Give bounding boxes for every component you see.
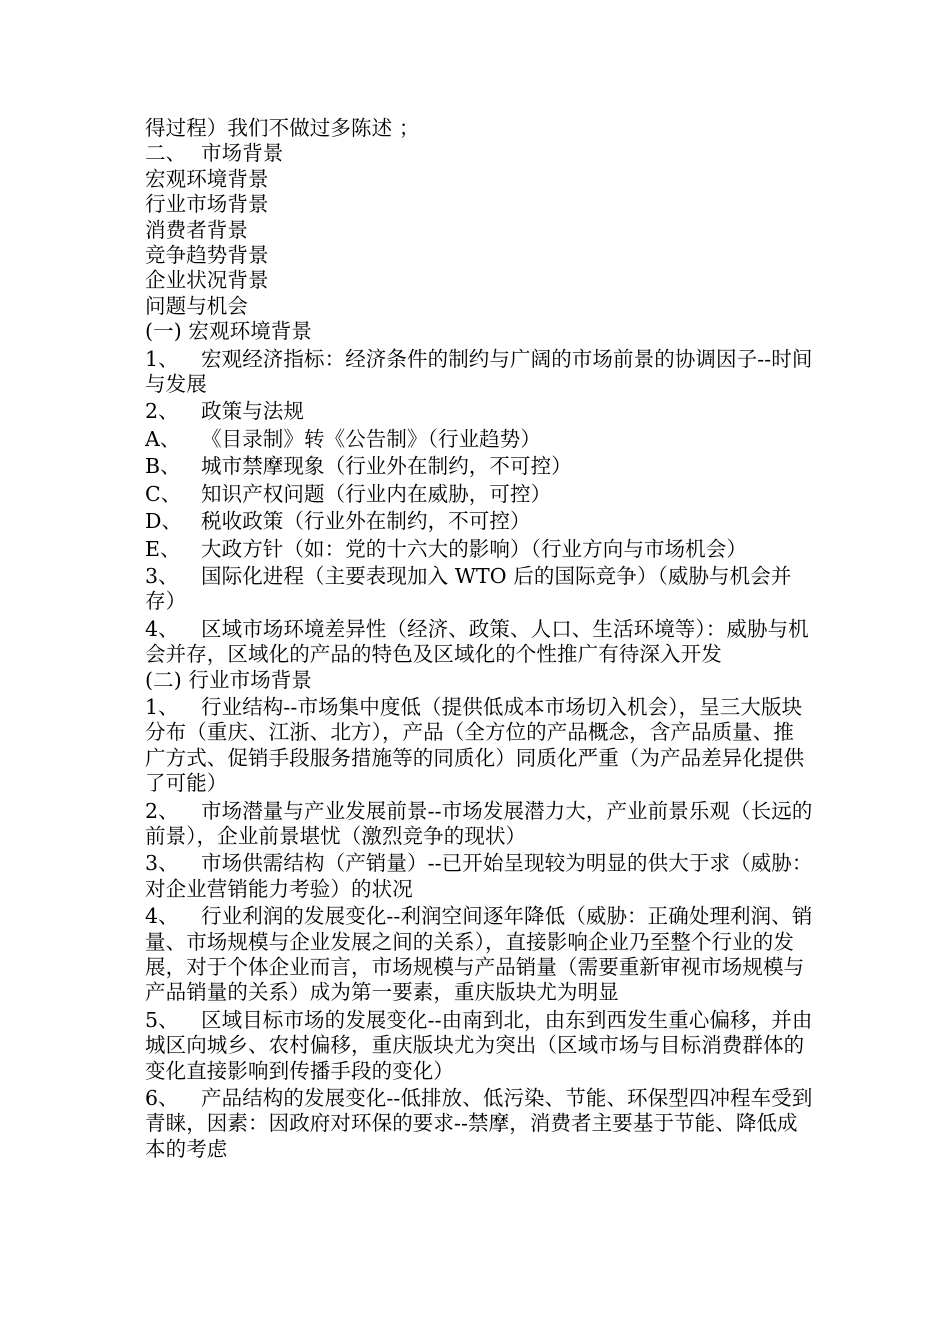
item-text: 《目录制》转《公告制》（行业趋势）: [201, 426, 541, 451]
item-number: 2、: [145, 399, 179, 424]
item-number: 3、: [145, 563, 179, 588]
item-number: B、: [145, 454, 181, 479]
list-item: [145, 347, 813, 398]
list-item: [145, 617, 813, 668]
list-item: [145, 851, 813, 902]
item-text: 市场潜量与产业发展前景--市场发展潜力大，产业前景乐观（长远的前景），企业前景堪忧（激烈竞争的现状）: [145, 798, 813, 848]
text: 行业市场背景: [145, 192, 269, 217]
list-item: [145, 799, 813, 850]
item-number: 6、: [145, 1086, 179, 1111]
item-number: A、: [145, 426, 181, 451]
item-number: 5、: [145, 1007, 179, 1032]
document-page: [145, 116, 813, 1162]
item-text: 产品结构的发展变化--低排放、低污染、节能、环保型四冲程车受到青睐，因素：因政府对环保的要求--禁摩，消费者主要基于节能、降低成本的考虑: [145, 1086, 813, 1161]
item-text: 宏观经济指标：经济条件的制约与广阔的市场前景的协调因子--时间与发展: [145, 346, 813, 397]
list-item: [145, 695, 813, 797]
item-number: E、: [145, 536, 181, 561]
list-item: [145, 482, 813, 507]
text: 消费者背景: [145, 217, 248, 242]
list-item: [145, 1086, 813, 1162]
outline-item: [145, 167, 813, 192]
text: (一) 宏观环境背景: [145, 319, 313, 344]
section-title: 市场背景: [201, 141, 284, 166]
continuation-line: [145, 116, 813, 141]
text: 问题与机会: [145, 293, 248, 318]
text: (二) 行业市场背景: [145, 667, 313, 692]
list-item: [145, 427, 813, 452]
outline-item: [145, 243, 813, 268]
list-item: [145, 1008, 813, 1084]
list-item: [145, 399, 813, 424]
list-item: [145, 454, 813, 479]
section-heading-market-background: [145, 141, 813, 166]
outline-item: [145, 218, 813, 243]
item-text: 国际化进程（主要表现加入 WTO 后的国际竞争）（威胁与机会并存）: [145, 563, 792, 614]
item-text: 知识产权问题（行业内在威胁，可控）: [201, 481, 552, 506]
item-number: 1、: [145, 694, 179, 719]
outline-item: [145, 294, 813, 319]
item-text: 行业利润的发展变化--利润空间逐年降低（威胁：正确处理利润、销量、市场规模与企业发展之间的关系），直接影响企业乃至整个行业的发展，对于个体企业而言，市场规模与产品销量（需要重新审视市场规模与产品销量的关系）成为第一要素，重庆版块尤为明显: [145, 904, 813, 1005]
subsection-heading-industry: [145, 668, 813, 693]
item-number: C、: [145, 481, 182, 506]
section-number: 二、: [145, 141, 187, 166]
item-number: 3、: [145, 851, 179, 876]
list-item: [145, 564, 813, 615]
item-text: 税收政策（行业外在制约，不可控）: [201, 509, 531, 534]
text: 得过程）我们不做过多陈述 ；: [145, 116, 420, 140]
item-text: 市场供需结构（产销量）--已开始呈现较为明显的供大于求（威胁：对企业营销能力考验）的状况: [145, 851, 813, 901]
subsection-heading-macro: [145, 319, 813, 344]
item-text: 大政方针（如：党的十六大的影响）（行业方向与市场机会）: [201, 536, 747, 561]
item-number: 4、: [145, 616, 179, 641]
item-text: 区域市场环境差异性（经济、政策、人口、生活环境等）：威胁与机会并存，区域化的产品的特色及区域化的个性推广有待深入开发: [145, 616, 809, 667]
text: 企业状况背景: [145, 268, 269, 293]
item-text: 城市禁摩现象（行业外在制约，不可控）: [201, 454, 572, 479]
item-text: 政策与法规: [201, 399, 304, 424]
item-number: 2、: [145, 798, 179, 823]
outline-item: [145, 268, 813, 293]
item-number: 4、: [145, 904, 179, 929]
text: 竞争趋势背景: [145, 243, 269, 268]
item-text: 行业结构--市场集中度低（提供低成本市场切入机会），呈三大版块分布（重庆、江浙、北方），产品（全方位的产品概念，含产品质量、推广方式、促销手段服务措施等的同质化）同质化严重（为产品差异化提供了可能）: [145, 694, 805, 796]
outline-item: [145, 192, 813, 217]
list-item: [145, 537, 813, 562]
item-number: D、: [145, 509, 183, 534]
text: 宏观环境背景: [145, 166, 269, 191]
item-text: 区域目标市场的发展变化--由南到北，由东到西发生重心偏移，并由城区向城乡、农村偏移，重庆版块尤为突出（区域市场与目标消费群体的变化直接影响到传播手段的变化）: [145, 1007, 813, 1083]
list-item: [145, 509, 813, 534]
list-item: [145, 904, 813, 1006]
item-number: 1、: [145, 346, 179, 371]
